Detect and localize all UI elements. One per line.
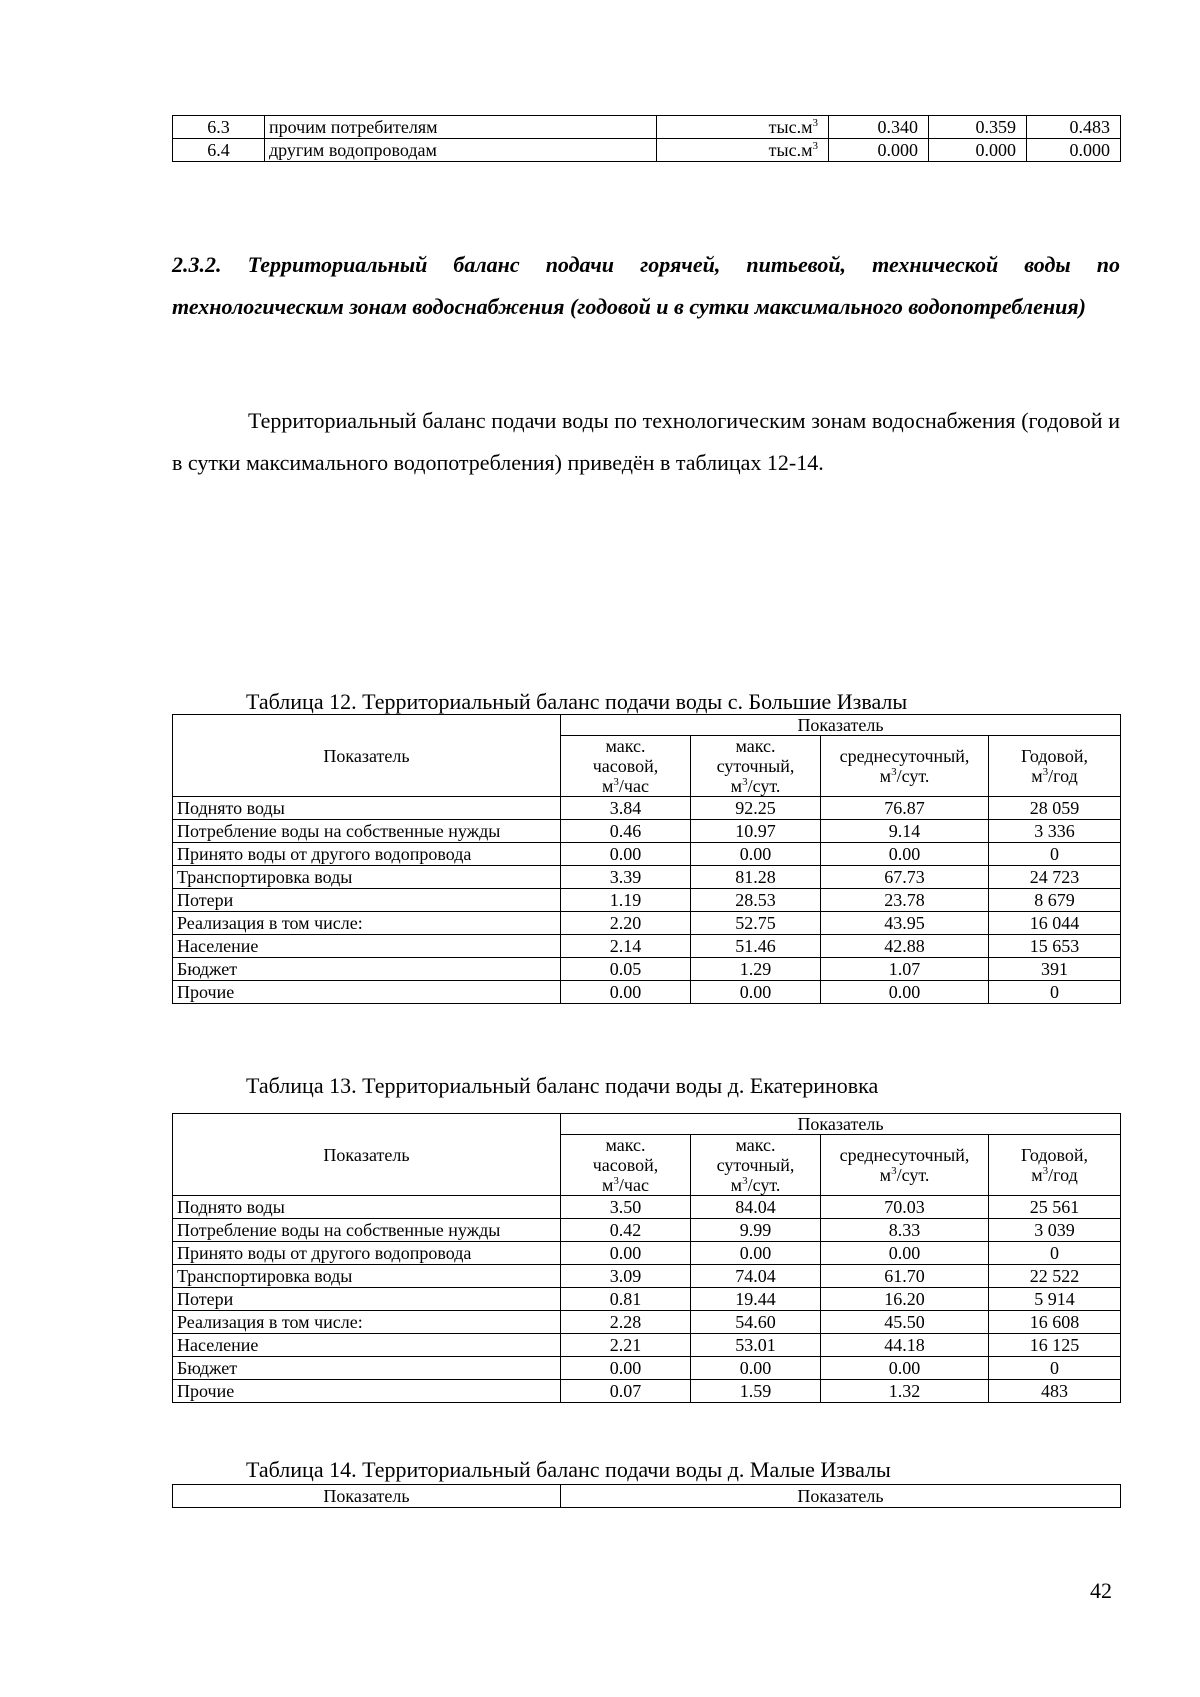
section-paragraph	[172, 400, 1120, 484]
value-avg-daily: 0.00	[821, 1357, 989, 1380]
col-max-hourly-header: макс. часовой, $м^3$/час	[561, 736, 691, 797]
value-max-hourly: 0.46	[561, 820, 691, 843]
table13	[172, 1113, 1121, 1403]
value-avg-daily: 76.87	[821, 797, 989, 820]
row-name: прочим потребителям	[265, 116, 657, 139]
value-max-daily: 19.44	[691, 1288, 821, 1311]
row-name: Потребление воды на собственные нужды	[173, 820, 561, 843]
table-row	[173, 866, 1121, 889]
row-name: Бюджет	[173, 958, 561, 981]
header-row	[173, 715, 1121, 736]
table-row	[173, 981, 1121, 1004]
table-row	[173, 1265, 1121, 1288]
value-max-hourly: 3.84	[561, 797, 691, 820]
row-name: Население	[173, 1334, 561, 1357]
row-number: 6.4	[173, 139, 265, 162]
indicator-header: Показатель	[173, 1114, 561, 1196]
row-value-3: 0.000	[1027, 139, 1121, 162]
value-max-daily: 92.25	[691, 797, 821, 820]
value-max-daily: 1.29	[691, 958, 821, 981]
table-row	[173, 1380, 1121, 1403]
table14-caption: Таблица 14. Территориальный баланс подачи воды д. Малые Извалы	[246, 1457, 891, 1482]
col-annual-header: Годовой, $м^3$/год	[989, 736, 1121, 797]
value-annual: 0	[989, 981, 1121, 1004]
row-unit: $тыс.м^3$	[657, 116, 829, 139]
col-avg-daily-header: среднесуточный, $м^3$/сут.	[821, 1135, 989, 1196]
table-row	[173, 958, 1121, 981]
value-annual: 16 125	[989, 1334, 1121, 1357]
value-avg-daily: 1.32	[821, 1380, 989, 1403]
table12-caption: Таблица 12. Территориальный баланс подачи воды с. Большие Извалы	[246, 689, 908, 714]
col-avg-daily-header: среднесуточный, $м^3$/сут.	[821, 736, 989, 797]
table-row	[173, 1311, 1121, 1334]
value-max-hourly: 0.05	[561, 958, 691, 981]
col-max-daily-header: макс. суточный, $м^3$/сут.	[691, 736, 821, 797]
table-row	[173, 1334, 1121, 1357]
row-name: Транспортировка воды	[173, 1265, 561, 1288]
table12	[172, 714, 1121, 1004]
value-annual: 391	[989, 958, 1121, 981]
row-value-2: 0.359	[929, 116, 1027, 139]
value-avg-daily: 43.95	[821, 912, 989, 935]
value-max-daily: 51.46	[691, 935, 821, 958]
value-max-hourly: 2.14	[561, 935, 691, 958]
value-max-hourly: 3.09	[561, 1265, 691, 1288]
value-annual: 3 039	[989, 1219, 1121, 1242]
row-name: Бюджет	[173, 1357, 561, 1380]
value-annual: 483	[989, 1380, 1121, 1403]
table-row	[173, 1219, 1121, 1242]
value-max-hourly: 1.19	[561, 889, 691, 912]
value-avg-daily: 1.07	[821, 958, 989, 981]
value-max-daily: 0.00	[691, 981, 821, 1004]
row-name: Реализация в том числе:	[173, 912, 561, 935]
value-annual: 24 723	[989, 866, 1121, 889]
col-annual-header: Годовой, $м^3$/год	[989, 1135, 1121, 1196]
value-max-daily: 54.60	[691, 1311, 821, 1334]
table13-caption: Таблица 13. Территориальный баланс подачи воды д. Екатериновка	[246, 1073, 879, 1098]
row-value-1: 0.000	[829, 139, 929, 162]
indicator-header: Показатель	[173, 715, 561, 797]
value-max-hourly: 3.50	[561, 1196, 691, 1219]
value-annual: 15 653	[989, 935, 1121, 958]
value-avg-daily: 8.33	[821, 1219, 989, 1242]
row-name: Реализация в том числе:	[173, 1311, 561, 1334]
value-max-hourly: 0.00	[561, 981, 691, 1004]
row-value-1: 0.340	[829, 116, 929, 139]
value-max-hourly: 2.20	[561, 912, 691, 935]
group-header: Показатель	[561, 1114, 1121, 1135]
row-value-3: 0.483	[1027, 116, 1121, 139]
value-annual: 5 914	[989, 1288, 1121, 1311]
table14-col-left: Показатель	[173, 1485, 561, 1508]
row-name: Транспортировка воды	[173, 866, 561, 889]
value-max-daily: 0.00	[691, 1357, 821, 1380]
value-annual: 16 044	[989, 912, 1121, 935]
value-annual: 3 336	[989, 820, 1121, 843]
top-table-row	[173, 116, 1121, 139]
page-number: 42	[1090, 1578, 1112, 1603]
value-max-daily: 28.53	[691, 889, 821, 912]
row-name: Потери	[173, 889, 561, 912]
top-continuation-table	[172, 115, 1121, 162]
value-max-hourly: 0.00	[561, 843, 691, 866]
value-annual: 0	[989, 843, 1121, 866]
value-avg-daily: 0.00	[821, 1242, 989, 1265]
table-row	[173, 935, 1121, 958]
value-max-hourly: 0.00	[561, 1357, 691, 1380]
paragraph-text: Территориальный баланс подачи воды по технологическим зонам водоснабжения (годовой и в сутки максимального водопотребления) приведён в таблицах 12-14.	[172, 408, 1120, 475]
value-avg-daily: 23.78	[821, 889, 989, 912]
value-max-daily: 74.04	[691, 1265, 821, 1288]
row-name: другим водопроводам	[265, 139, 657, 162]
table-row	[173, 1242, 1121, 1265]
value-annual: 22 522	[989, 1265, 1121, 1288]
table14-col-right: Показатель	[561, 1485, 1121, 1508]
value-max-hourly: 0.00	[561, 1242, 691, 1265]
row-name: Принято воды от другого водопровода	[173, 843, 561, 866]
value-avg-daily: 0.00	[821, 981, 989, 1004]
row-number: 6.3	[173, 116, 265, 139]
row-value-2: 0.000	[929, 139, 1027, 162]
table-row	[173, 1196, 1121, 1219]
table-row	[173, 843, 1121, 866]
col-max-daily-header: макс. суточный, $м^3$/сут.	[691, 1135, 821, 1196]
value-annual: 0	[989, 1242, 1121, 1265]
value-avg-daily: 42.88	[821, 935, 989, 958]
row-name: Потребление воды на собственные нужды	[173, 1219, 561, 1242]
value-max-daily: 84.04	[691, 1196, 821, 1219]
value-annual: 0	[989, 1357, 1121, 1380]
value-max-hourly: 3.39	[561, 866, 691, 889]
table-row	[173, 1288, 1121, 1311]
table-row	[173, 1357, 1121, 1380]
value-max-daily: 9.99	[691, 1219, 821, 1242]
row-name: Потери	[173, 1288, 561, 1311]
row-unit: $тыс.м^3$	[657, 139, 829, 162]
col-max-hourly-header: макс. часовой, $м^3$/час	[561, 1135, 691, 1196]
value-max-hourly: 2.28	[561, 1311, 691, 1334]
value-annual: 25 561	[989, 1196, 1121, 1219]
table14	[172, 1484, 1121, 1508]
section-heading: 2.3.2. Территориальный баланс подачи горячей, питьевой, технической воды по технологическим зонам водоснабжения (годовой и в сутки максимального водопотребления)	[172, 252, 1120, 319]
table-row	[173, 820, 1121, 843]
value-annual: 28 059	[989, 797, 1121, 820]
value-annual: 16 608	[989, 1311, 1121, 1334]
value-max-hourly: 0.81	[561, 1288, 691, 1311]
top-table-row	[173, 139, 1121, 162]
value-max-daily: 0.00	[691, 843, 821, 866]
row-name: Принято воды от другого водопровода	[173, 1242, 561, 1265]
table-row	[173, 797, 1121, 820]
value-avg-daily: 67.73	[821, 866, 989, 889]
value-avg-daily: 16.20	[821, 1288, 989, 1311]
value-annual: 8 679	[989, 889, 1121, 912]
value-max-daily: 10.97	[691, 820, 821, 843]
value-max-hourly: 0.42	[561, 1219, 691, 1242]
value-max-daily: 0.00	[691, 1242, 821, 1265]
value-avg-daily: 61.70	[821, 1265, 989, 1288]
value-max-hourly: 2.21	[561, 1334, 691, 1357]
value-max-daily: 53.01	[691, 1334, 821, 1357]
table-row	[173, 912, 1121, 935]
value-max-hourly: 0.07	[561, 1380, 691, 1403]
value-avg-daily: 45.50	[821, 1311, 989, 1334]
table-row	[173, 889, 1121, 912]
value-max-daily: 81.28	[691, 866, 821, 889]
value-max-daily: 1.59	[691, 1380, 821, 1403]
row-name: Поднято воды	[173, 1196, 561, 1219]
value-avg-daily: 44.18	[821, 1334, 989, 1357]
row-name: Прочие	[173, 981, 561, 1004]
header-row	[173, 1114, 1121, 1135]
value-max-daily: 52.75	[691, 912, 821, 935]
row-name: Население	[173, 935, 561, 958]
row-name: Прочие	[173, 1380, 561, 1403]
value-avg-daily: 70.03	[821, 1196, 989, 1219]
group-header: Показатель	[561, 715, 1121, 736]
row-name: Поднято воды	[173, 797, 561, 820]
value-avg-daily: 0.00	[821, 843, 989, 866]
value-avg-daily: 9.14	[821, 820, 989, 843]
